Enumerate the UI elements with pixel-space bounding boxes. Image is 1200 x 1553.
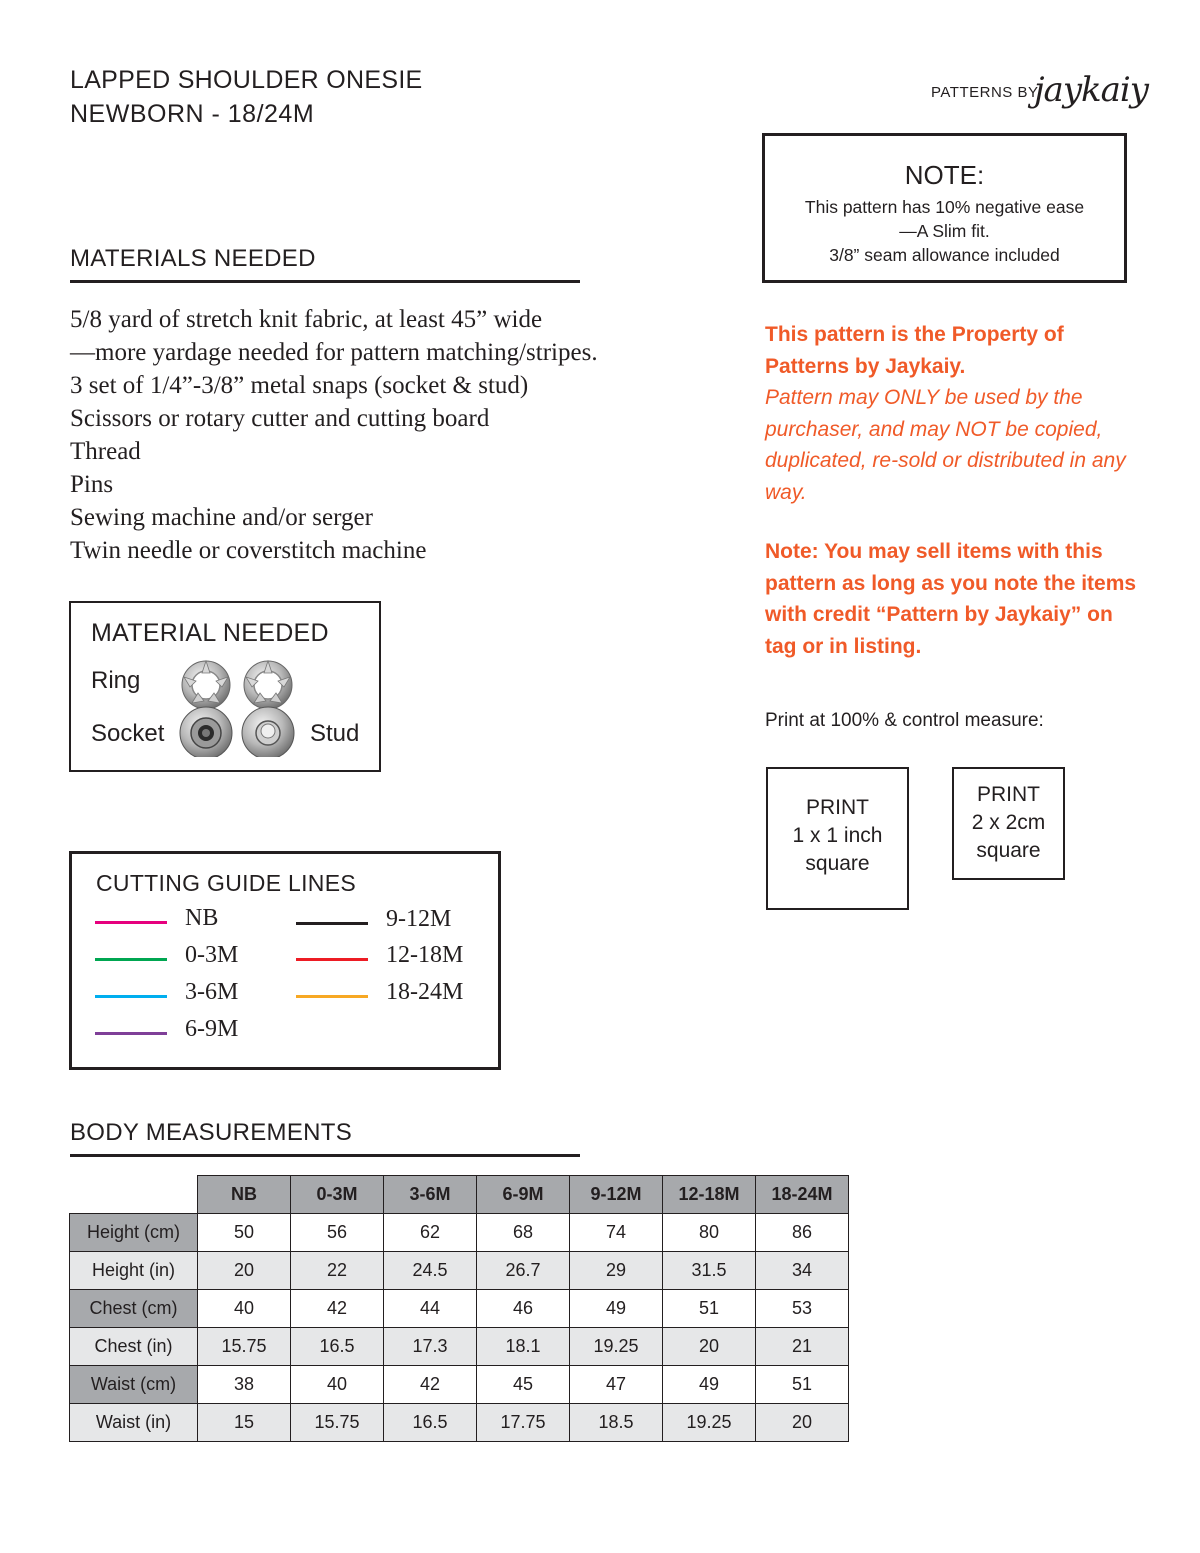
brand-logo: jaykaiy <box>1034 70 1148 110</box>
row-label: Height (cm) <box>70 1214 198 1252</box>
legend-line-swatch <box>296 922 368 925</box>
legend-line-swatch <box>95 958 167 961</box>
row-label: Height (in) <box>70 1252 198 1290</box>
stud-label: Stud <box>310 720 360 747</box>
legend-label: 9-12M <box>386 906 452 932</box>
table-cell: 38 <box>198 1366 291 1404</box>
table-cell: 86 <box>756 1214 849 1252</box>
usage-restriction: Pattern may ONLY be used by the purchaser, and may NOT be copied, duplicated, re-sold or distributed in any way. <box>765 386 1126 504</box>
row-label: Waist (in) <box>70 1404 198 1442</box>
table-cell: 19.25 <box>570 1328 663 1366</box>
legend-line-swatch <box>296 958 368 961</box>
column-header: 0-3M <box>291 1176 384 1214</box>
table-cell: 17.75 <box>477 1404 570 1442</box>
snap-material-box <box>69 601 381 772</box>
note-title: NOTE: <box>904 160 985 190</box>
table-cell: 40 <box>198 1290 291 1328</box>
body-measurements-heading: BODY MEASUREMENTS <box>70 1119 353 1146</box>
table-corner <box>70 1176 198 1214</box>
row-label: Chest (in) <box>70 1328 198 1366</box>
column-header: 3-6M <box>384 1176 477 1214</box>
inch-square-box <box>766 767 909 910</box>
cm-size-label: 2 x 2cm <box>971 811 1046 834</box>
table-cell: 40 <box>291 1366 384 1404</box>
note-line: This pattern has 10% negative ease <box>804 197 1085 217</box>
table-cell: 46 <box>477 1290 570 1328</box>
brand-prefix: PATTERNS BY <box>931 84 1039 101</box>
snap-box-title: MATERIAL NEEDED <box>91 619 329 647</box>
table-cell: 21 <box>756 1328 849 1366</box>
row-label: Chest (cm) <box>70 1290 198 1328</box>
materials-item: 5/8 yard of stretch knit fabric, at least 45” wide <box>70 306 543 333</box>
selling-note: Note: You may sell items with this pattern as long as you note the items with credit “Pattern by Jaykaiy” on tag or in listing. <box>765 540 1137 658</box>
print-label: PRINT <box>977 783 1040 806</box>
table-cell: 42 <box>291 1290 384 1328</box>
table-cell: 26.7 <box>477 1252 570 1290</box>
pattern-title: LAPPED SHOULDER ONESIE <box>70 66 423 94</box>
print-label: PRINT <box>806 796 869 819</box>
table-cell: 68 <box>477 1214 570 1252</box>
legend-label: NB <box>185 905 219 931</box>
table-cell: 15.75 <box>198 1328 291 1366</box>
table-cell: 80 <box>663 1214 756 1252</box>
materials-divider <box>70 280 580 283</box>
table-cell: 42 <box>384 1366 477 1404</box>
table-cell: 45 <box>477 1366 570 1404</box>
table-header-row <box>70 1176 849 1214</box>
cutting-guide-box <box>69 851 501 1070</box>
ring-label: Ring <box>91 667 141 694</box>
table-cell: 19.25 <box>663 1404 756 1442</box>
table-cell: 56 <box>291 1214 384 1252</box>
materials-item: Twin needle or coverstitch machine <box>70 537 427 564</box>
legend-line-swatch <box>95 921 167 924</box>
table-cell: 47 <box>570 1366 663 1404</box>
ring-prong-icon <box>244 661 292 709</box>
column-header: 12-18M <box>663 1176 756 1214</box>
socket-label: Socket <box>91 720 165 747</box>
legend-label: 18-24M <box>386 979 464 1005</box>
table-cell: 51 <box>756 1366 849 1404</box>
legend-line-swatch <box>95 995 167 998</box>
table-cell: 49 <box>570 1290 663 1328</box>
table-cell: 34 <box>756 1252 849 1290</box>
table-row <box>70 1252 849 1290</box>
table-row <box>70 1214 849 1252</box>
legend-label: 12-18M <box>386 942 464 968</box>
materials-item: 3 set of 1/4”-3/8” metal snaps (socket & stud) <box>70 372 529 399</box>
legend-label: 3-6M <box>185 979 239 1005</box>
column-header: NB <box>198 1176 291 1214</box>
stud-icon <box>242 707 294 757</box>
table-cell: 29 <box>570 1252 663 1290</box>
table-cell: 44 <box>384 1290 477 1328</box>
note-box <box>762 133 1127 283</box>
table-cell: 20 <box>198 1252 291 1290</box>
snap-parts-image <box>176 657 300 757</box>
materials-item: Pins <box>70 471 114 498</box>
materials-item: Scissors or rotary cutter and cutting board <box>70 405 490 432</box>
table-cell: 22 <box>291 1252 384 1290</box>
table-cell: 31.5 <box>663 1252 756 1290</box>
table-cell: 18.1 <box>477 1328 570 1366</box>
materials-item: Sewing machine and/or serger <box>70 504 373 531</box>
cutting-guide-title: CUTTING GUIDE LINES <box>96 870 357 896</box>
column-header: 9-12M <box>570 1176 663 1214</box>
square-label: square <box>976 839 1041 862</box>
socket-icon <box>180 707 232 757</box>
column-header: 6-9M <box>477 1176 570 1214</box>
table-cell: 15.75 <box>291 1404 384 1442</box>
materials-list <box>70 303 598 567</box>
note-line: 3/8” seam allowance included <box>829 245 1060 265</box>
table-row <box>70 1366 849 1404</box>
table-row <box>70 1328 849 1366</box>
print-instruction: Print at 100% & control measure: <box>765 710 1044 731</box>
inch-size-label: 1 x 1 inch <box>792 824 883 847</box>
table-cell: 62 <box>384 1214 477 1252</box>
table-cell: 16.5 <box>384 1404 477 1442</box>
table-cell: 50 <box>198 1214 291 1252</box>
materials-item: —more yardage needed for pattern matching/stripes. <box>70 339 598 366</box>
table-row <box>70 1290 849 1328</box>
table-cell: 24.5 <box>384 1252 477 1290</box>
size-range: NEWBORN - 18/24M <box>70 100 315 128</box>
materials-heading: MATERIALS NEEDED <box>70 245 316 272</box>
cm-square-box <box>952 767 1065 880</box>
body-measurements-divider <box>70 1154 580 1157</box>
table-cell: 17.3 <box>384 1328 477 1366</box>
table-cell: 49 <box>663 1366 756 1404</box>
ring-prong-icon <box>182 661 230 709</box>
legend-line-swatch <box>95 1032 167 1035</box>
legend-label: 6-9M <box>185 1016 239 1042</box>
property-statement: This pattern is the Property of Patterns by Jaykaiy. <box>765 323 1064 378</box>
table-cell: 18.5 <box>570 1404 663 1442</box>
table-cell: 15 <box>198 1404 291 1442</box>
legend-label: 0-3M <box>185 942 239 968</box>
table-cell: 53 <box>756 1290 849 1328</box>
table-cell: 51 <box>663 1290 756 1328</box>
property-notice <box>765 319 1145 662</box>
table-cell: 16.5 <box>291 1328 384 1366</box>
table-cell: 20 <box>756 1404 849 1442</box>
body-measurements-table <box>69 1175 849 1442</box>
column-header: 18-24M <box>756 1176 849 1214</box>
legend-line-swatch <box>296 995 368 998</box>
materials-item: Thread <box>70 438 141 465</box>
table-cell: 74 <box>570 1214 663 1252</box>
square-label: square <box>805 852 870 875</box>
table-cell: 20 <box>663 1328 756 1366</box>
row-label: Waist (cm) <box>70 1366 198 1404</box>
note-line: —A Slim fit. <box>899 221 990 241</box>
table-row <box>70 1404 849 1442</box>
